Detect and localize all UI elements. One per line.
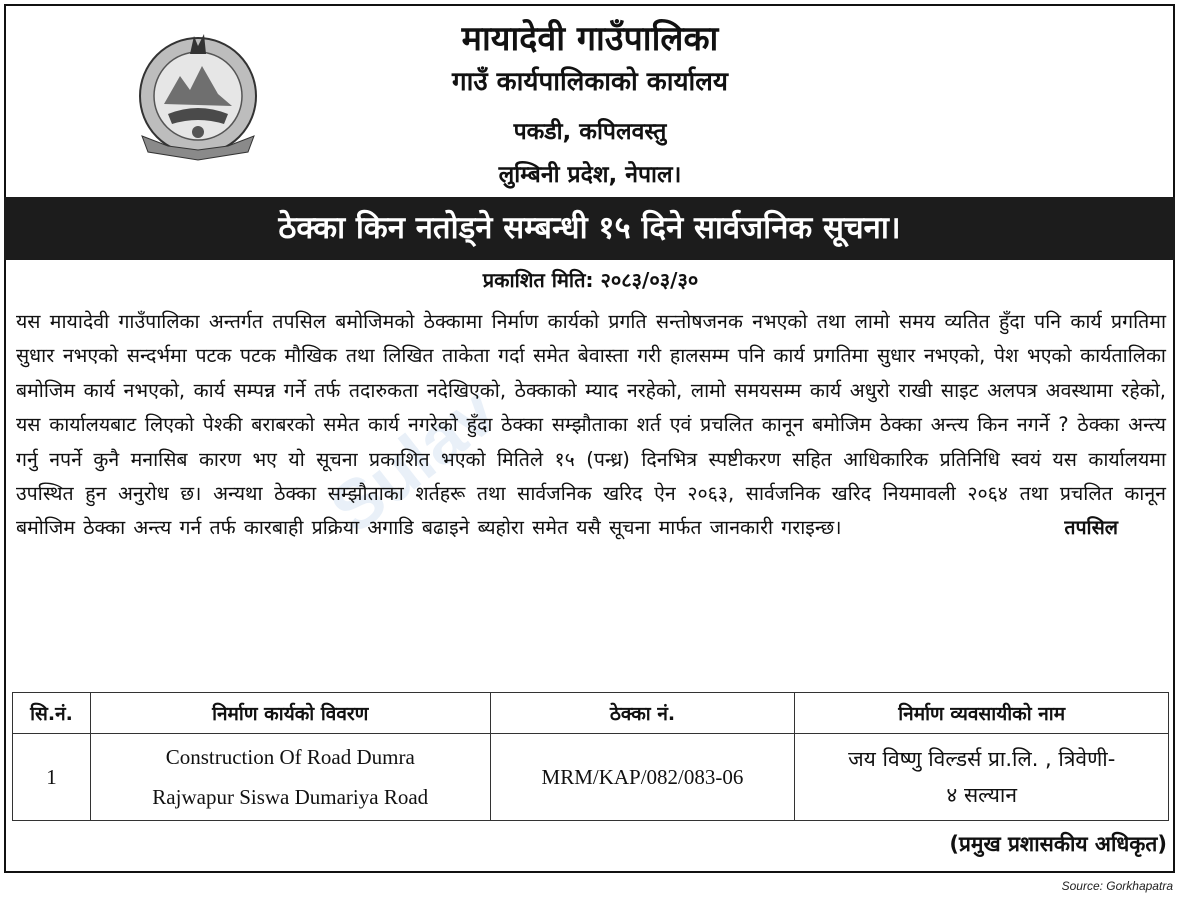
cell-contract-no: MRM/KAP/082/083-06: [490, 734, 795, 821]
cell-contractor: [795, 734, 1169, 821]
nepal-government-emblem-icon: [128, 24, 268, 164]
tapasil-label: तपसिल: [1064, 516, 1118, 540]
table-header-row: [13, 693, 1169, 734]
office-province: लुम्बिनी प्रदेश, नेपाल।: [498, 162, 682, 188]
office-name: गाउँ कार्यपालिकाको कार्यालय: [452, 67, 728, 97]
notice-body: [16, 305, 1166, 546]
office-location: पकडी, कपिलवस्तु: [513, 119, 667, 145]
header-contract-no: ठेक्का नं.: [490, 693, 795, 734]
header-contractor: निर्माण व्यवसायीको नाम: [795, 693, 1169, 734]
watermark-text: Sulav: [315, 371, 511, 549]
contract-table: [12, 692, 1169, 821]
contractor-line-2: ४ सल्यान: [946, 783, 1018, 807]
table-row: [13, 734, 1169, 821]
signatory-title: (प्रमुख प्रशासकीय अधिकृत): [949, 832, 1167, 856]
header-description: निर्माण कार्यको विवरण: [90, 693, 490, 734]
source-credit: Source: Gorkhapatra: [1061, 879, 1173, 893]
published-date: प्रकाशित मिति: २०८३/०३/३०: [482, 268, 699, 292]
cell-sn: 1: [13, 734, 91, 821]
contractor-line-1: जय विष्णु विल्डर्स प्रा.लि. , त्रिवेणी-: [848, 747, 1116, 771]
notice-title: ठेक्का किन नतोड्ने सम्बन्धी १५ दिने सार्वजनिक सूचना।: [4, 197, 1175, 260]
municipality-name: मायादेवी गाउँपालिका: [461, 19, 719, 59]
notice-body-text: यस मायादेवी गाउँपालिका अन्तर्गत तपसिल बमोजिमको ठेक्कामा निर्माण कार्यको प्रगति सन्तोषजनक नभएको तथा लामो समय व्यतित हुँदा पनि कार्य प्रगतिमा सुधार नभएको सन्दर्भमा पटक पटक मौखिक तथा लिखित ताकेता गर्दा समेत बेवास्ता गरी हालसम्म पनि कार्य प्रगतिमा सुधार नभएको, पेश भएको कार्यतालिका बमोजिम कार्य नभएको, कार्य सम्पन्न गर्ने तर्फ तदारुकता नदेखिएको, ठेक्काको म्याद नरहेको, लामो समयसम्म कार्य अधुरो राखी साइट अलपत्र अवस्थामा रहेको, यस कार्यालयबाट लिएको पेश्की बराबरको समेत कार्य नगरेको हुँदा ठेक्का सम्झौताका शर्त एवं प्रचलित कानून बमोजिम ठेक्का अन्त्य किन नगर्ने ? ठेक्का अन्त्य गर्नु नपर्ने कुनै मनासिब कारण भए यो सूचना प्रकाशित भएको मितिले १५ (पन्ध्र) दिनभित्र स्पष्टीकरण सहित आधिकारिक प्रतिनिधि स्वयं यस कार्यालयमा उपस्थित हुन अनुरोध छ। अन्यथा ठेक्का सम्झौताका शर्तहरू तथा सार्वजनिक खरिद ऐन २०६३, सार्वजनिक खरिद नियमावली २०६४ तथा प्रचलित कानून बमोजिम ठेक्का अन्त्य गर्न तर्फ कारबाही प्रक्रिया अगाडि बढाइने ब्यहोरा समेत यसै सूचना मार्फत जानकारी गराइन्छ।: [16, 310, 1166, 540]
description-line-2: Rajwapur Siswa Dumariya Road: [152, 785, 429, 809]
cell-description: [90, 734, 490, 821]
description-line-1: Construction Of Road Dumra: [165, 745, 415, 769]
header-sn: सि.नं.: [13, 693, 91, 734]
